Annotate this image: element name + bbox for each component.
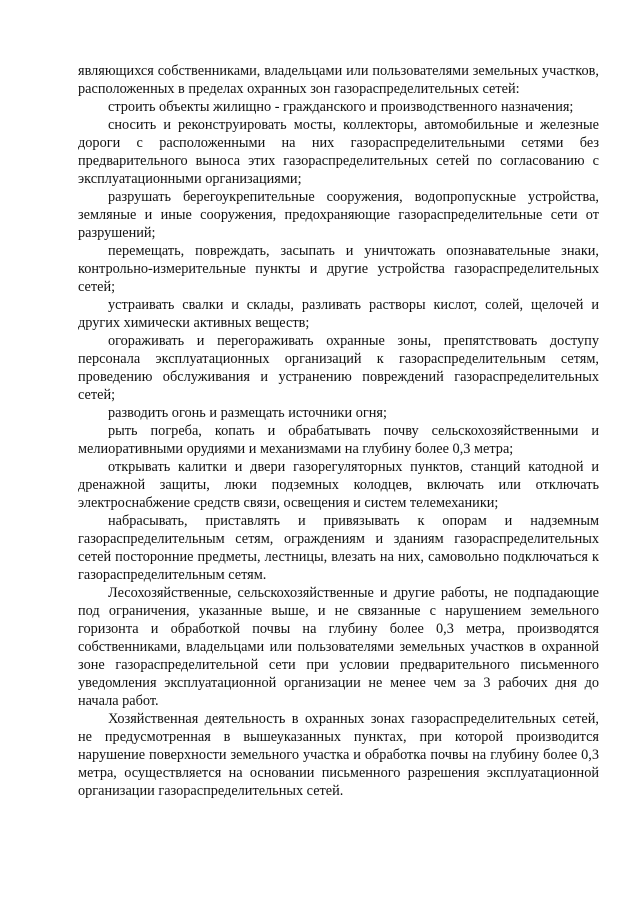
paragraph-open-doors: открывать калитки и двери газорегуляторных пунктов, станций катодной и дренажной защиты, люки подземных колодцев, включать или отключать электроснабжение средств связи, освещения и систем телемеханики;: [78, 459, 599, 511]
paragraph-fence-zones: огораживать и перегораживать охранные зоны, препятствовать доступу персонала эксплуатационных организаций к газораспределительным сетям, проведению обслуживания и устранению повреждений газораспределительных сетей;: [78, 333, 599, 403]
paragraph-build-objects: строить объекты жилищно - гражданского и производственного назначения;: [108, 99, 574, 115]
paragraph-continuation: являющихся собственниками, владельцами или пользователями земельных участков, расположенных в пределах охранных зон газораспределительных сетей:: [78, 63, 599, 97]
paragraph-destroy-structures: разрушать берегоукрепительные сооружения, водопропускные устройства, земляные и иные сооружения, предохраняющие газораспределительные сети от разрушений;: [78, 189, 599, 241]
paragraph-dig: рыть погреба, копать и обрабатывать почву сельскохозяйственными и мелиоративными орудиями и механизмами на глубину более 0,3 метра;: [78, 423, 599, 457]
paragraph-demolish-bridges: сносить и реконструировать мосты, коллекторы, автомобильные и железные дороги с расположенными на них газораспределительными сетями без предварительного выноса этих газораспределительных сетей по согласованию с эксплуатационными организациями;: [78, 117, 599, 187]
document-page: [78, 62, 599, 800]
paragraph-fire: разводить огонь и размещать источники огня;: [108, 405, 387, 421]
paragraph-dumps: устраивать свалки и склады, разливать растворы кислот, солей, щелочей и других химически активных веществ;: [78, 297, 599, 331]
paragraph-forestry-works: Лесохозяйственные, сельскохозяйственные и другие работы, не подпадающие под ограничения, указанные выше, и не связанные с нарушением земельного горизонта и обработкой почвы на глубину более 0,3 метра, производятся собственниками, владельцами или пользователями земельных участков в охранной зоне газораспределительной сети при условии предварительного письменного уведомления эксплуатационной организации не менее чем за 3 рабочих дня до начала работ.: [78, 585, 599, 709]
paragraph-move-signs: перемещать, повреждать, засыпать и уничтожать опознавательные знаки, контрольно-измерительные пункты и другие устройства газораспределительных сетей;: [78, 243, 599, 295]
paragraph-attach-objects: набрасывать, приставлять и привязывать к опорам и надземным газораспределительным сетям, ограждениям и зданиям газораспределительных сетей посторонние предметы, лестницы, влезать на них, самовольно подключаться к газораспределительным сетям.: [78, 513, 599, 583]
paragraph-economic-activity: Хозяйственная деятельность в охранных зонах газораспределительных сетей, не предусмотренная в вышеуказанных пунктах, при которой производится нарушение поверхности земельного участка и обработка почвы на глубину более 0,3 метра, осуществляется на основании письменного разрешения эксплуатационной организации газораспределительных сетей.: [78, 711, 599, 799]
